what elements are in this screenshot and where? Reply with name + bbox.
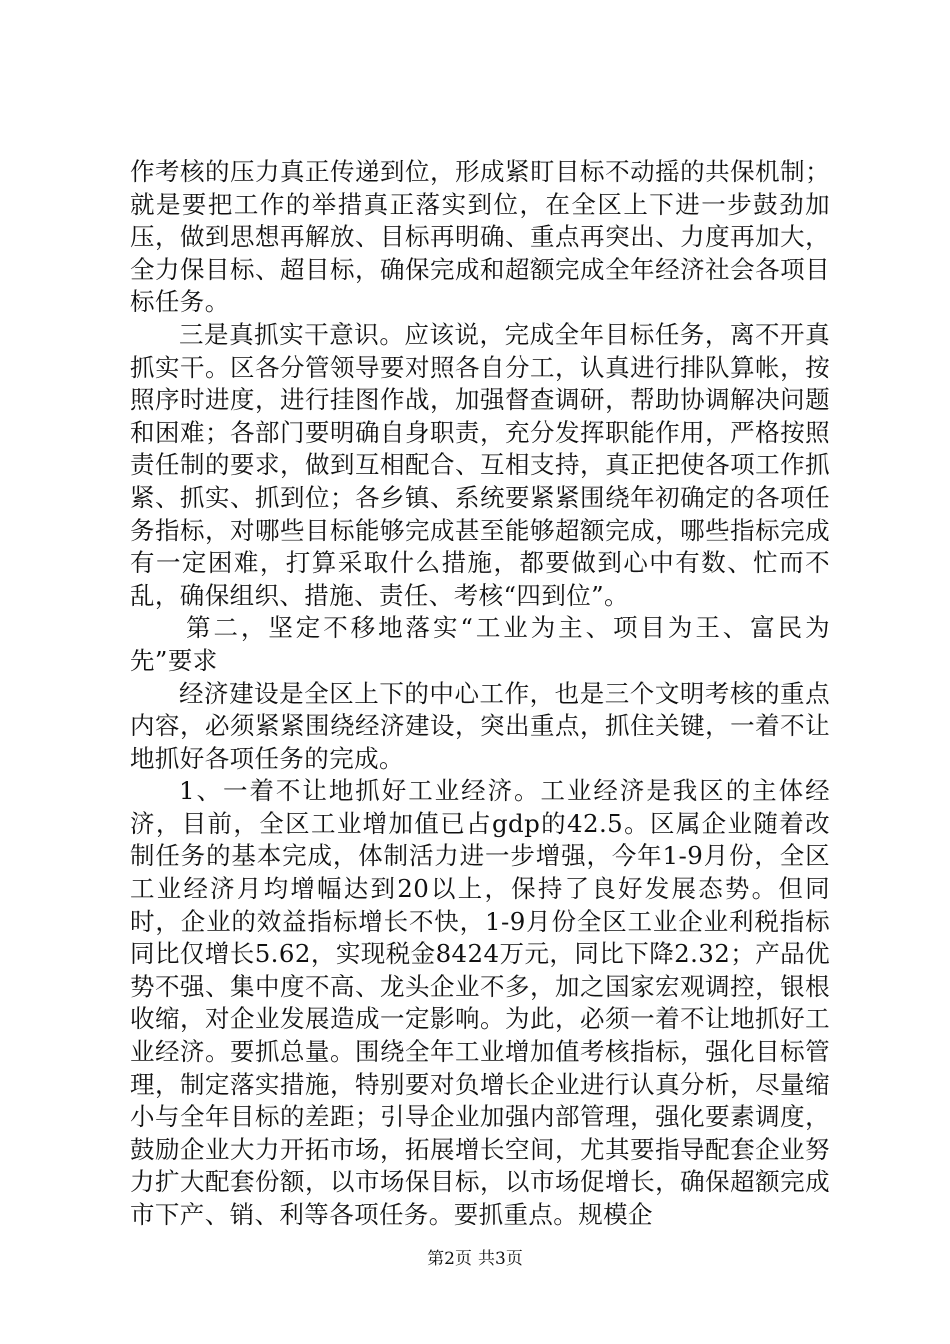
- document-body: [130, 156, 830, 1232]
- page-total: 共3页: [478, 1249, 523, 1269]
- paragraph-zhenzhuashigan: 三是真抓实干意识。应该说，完成全年目标任务，离不开真抓实干。区各分管领导要对照各自分工，认真进行排队算帐，按照序时进度，进行挂图作战，加强督查调研，帮助协调解决问题和困难；各部门要明确自身职责，充分发挥职能作用，严格按照责任制的要求，做到互相配合、互相支持，真正把使各项工作抓紧、抓实、抓到位；各乡镇、系统要紧紧围绕年初确定的各项任务指标，对哪些目标能够完成甚至能够超额完成，哪些指标完成有一定困难，打算采取什么措施，都要做到心中有数、忙而不乱，确保组织、措施、责任、考核“四到位”。: [130, 319, 830, 610]
- page-footer: [0, 1244, 950, 1269]
- page-number: 第2页: [427, 1249, 472, 1269]
- paragraph-industrial-economy: 1、一着不让地抓好工业经济。工业经济是我区的主体经济，目前，全区工业增加值已占gdp的42.5。区属企业随着改制任务的基本完成，体制活力进一步增强，今年1-9月份，全区工业经济月均增幅达到20以上，保持了良好发展态势。但同时，企业的效益指标增长不快，1-9月份全区工业企业利税指标同比仅增长5.62，实现税金8424万元，同比下降2.32；产品优势不强、集中度不高、龙头企业不多，加之国家宏观调控，银根收缩，对企业发展造成一定影响。为此，必须一着不让地抓好工业经济。要抓总量。围绕全年工业增加值考核指标，强化目标管理，制定落实措施，特别要对负增长企业进行认真分析，尽量缩小与全年目标的差距；引导企业加强内部管理，强化要素调度，鼓励企业大力开拓市场，拓展增长空间，尤其要指导配套企业努力扩大配套份额，以市场保目标，以市场促增长，确保超额完成市下产、销、利等各项任务。要抓重点。规模企: [130, 776, 830, 1229]
- paragraph-economic-construction: 经济建设是全区上下的中心工作，也是三个文明考核的重点内容，必须紧紧围绕经济建设，突出重点，抓住关键，一着不让地抓好各项任务的完成。: [130, 678, 830, 773]
- section-heading-second: 第二，坚定不移地落实“工业为主、项目为王、富民为先”要求: [130, 613, 830, 675]
- paragraph-continuation: 作考核的压力真正传递到位，形成紧盯目标不动摇的共保机制；就是要把工作的举措真正落实到位，在全区上下进一步鼓劲加压，做到思想再解放、目标再明确、重点再突出、力度再加大，全力保目标、超目标，确保完成和超额完成全年经济社会各项目标任务。: [130, 157, 830, 317]
